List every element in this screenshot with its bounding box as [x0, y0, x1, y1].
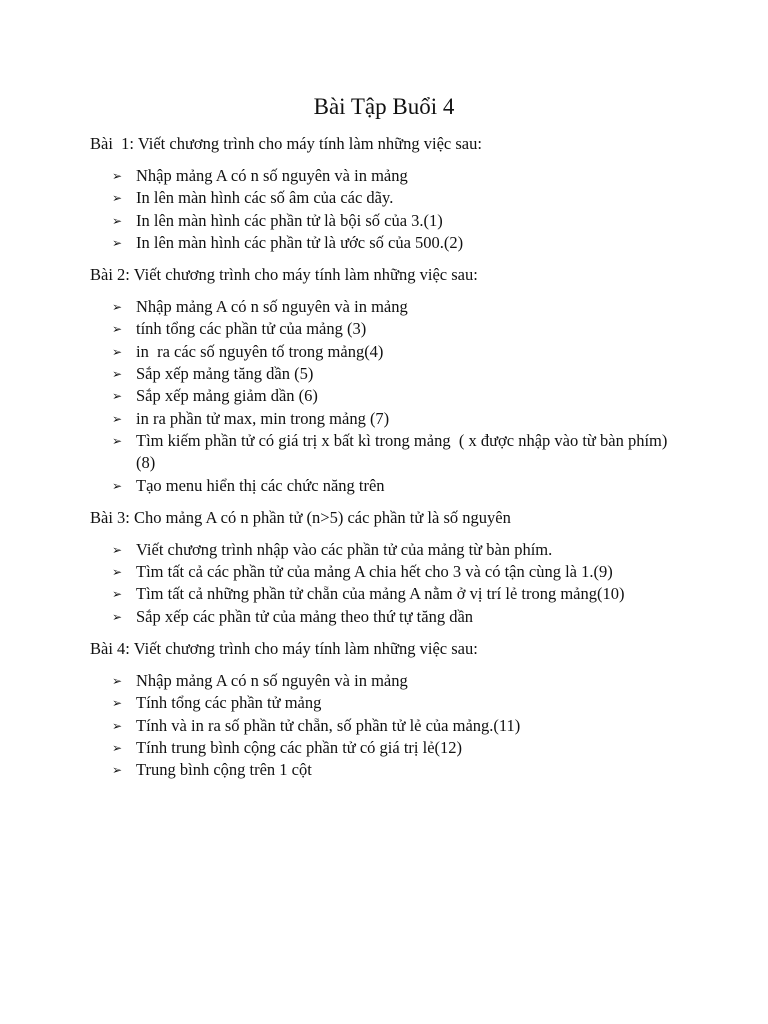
- task-list: [90, 165, 690, 254]
- list-item-text: Nhập mảng A có n số nguyên và in mảng: [136, 671, 408, 691]
- list-item-text: Tính tổng các phần tử mảng: [136, 693, 322, 713]
- document-body: [90, 133, 690, 792]
- list-item-text: in ra các số nguyên tố trong mảng(4): [136, 341, 384, 361]
- arrow-bullet-icon: ➢: [112, 587, 123, 602]
- list-item: [90, 296, 690, 318]
- arrow-bullet-icon: ➢: [112, 344, 123, 359]
- list-item: [90, 583, 690, 605]
- list-item-text: In lên màn hình các số âm của các dãy.: [136, 188, 394, 208]
- list-item: [90, 759, 690, 781]
- list-item: [90, 187, 690, 209]
- list-item-text: Tạo menu hiển thị các chức năng trên: [136, 475, 385, 495]
- list-item-text: in ra phần tử max, min trong mảng (7): [136, 408, 390, 428]
- arrow-bullet-icon: ➢: [112, 696, 123, 711]
- list-item: [90, 363, 690, 385]
- list-item: [90, 385, 690, 407]
- arrow-bullet-icon: ➢: [112, 411, 123, 426]
- arrow-bullet-icon: ➢: [112, 718, 123, 733]
- list-item: [90, 670, 690, 692]
- list-item-text: tính tổng các phần tử của mảng (3): [136, 319, 367, 339]
- section-heading: Bài 3: Cho mảng A có n phần tử (n>5) các phần tử là số nguyên: [90, 507, 511, 527]
- list-item: [90, 475, 690, 497]
- list-item-text: Tìm kiếm phần tử có giá trị x bất kì trong mảng ( x được nhập vào từ bàn phím) (8): [136, 430, 672, 473]
- section-bai-4: [90, 638, 690, 781]
- list-item: [90, 341, 690, 363]
- list-item-text: Tính trung bình cộng các phần tử có giá trị lẻ(12): [136, 737, 463, 757]
- list-item-text: In lên màn hình các phần tử là bội số của 3.(1): [136, 210, 443, 230]
- arrow-bullet-icon: ➢: [112, 740, 123, 755]
- arrow-bullet-icon: ➢: [112, 763, 123, 778]
- arrow-bullet-icon: ➢: [112, 169, 123, 183]
- arrow-bullet-icon: ➢: [112, 609, 123, 624]
- section-heading: Bài 2: Viết chương trình cho máy tính làm những việc sau:: [90, 265, 478, 285]
- list-item-text: Sắp xếp mảng giảm dần (6): [136, 386, 318, 406]
- section-bai-1: [90, 133, 690, 254]
- section-bai-2: [90, 264, 690, 497]
- list-item: [90, 210, 690, 232]
- arrow-bullet-icon: ➢: [112, 213, 123, 228]
- list-item: [90, 318, 690, 340]
- arrow-bullet-icon: ➢: [112, 542, 123, 557]
- list-item: [90, 737, 690, 759]
- list-item: [90, 561, 690, 583]
- task-list: [90, 296, 690, 497]
- list-item-text: Trung bình cộng trên 1 cột: [136, 760, 312, 780]
- arrow-bullet-icon: ➢: [112, 322, 123, 337]
- list-item: [90, 715, 690, 737]
- list-item: [90, 232, 690, 254]
- list-item-text: Sắp xếp các phần tử của mảng theo thứ tự tăng dần: [136, 606, 474, 626]
- arrow-bullet-icon: ➢: [112, 367, 123, 382]
- task-list: [90, 670, 690, 781]
- arrow-bullet-icon: ➢: [112, 478, 123, 493]
- arrow-bullet-icon: ➢: [112, 235, 123, 250]
- arrow-bullet-icon: ➢: [112, 300, 123, 315]
- list-item: [90, 606, 690, 628]
- list-item-text: Sắp xếp mảng tăng dần (5): [136, 364, 314, 384]
- arrow-bullet-icon: ➢: [112, 389, 123, 404]
- section-heading: Bài 1: Viết chương trình cho máy tính làm những việc sau:: [90, 134, 482, 153]
- section-bai-3: [90, 507, 690, 628]
- list-item-text: Nhập mảng A có n số nguyên và in mảng: [136, 297, 408, 317]
- list-item-text: Tính và in ra số phần tử chẵn, số phần tử lẻ của mảng.(11): [136, 715, 521, 735]
- list-item-text: Tìm tất cả các phần tử của mảng A chia hết cho 3 và có tận cùng là 1.(9): [136, 562, 613, 582]
- task-list: [90, 539, 690, 628]
- list-item: [90, 408, 690, 430]
- arrow-bullet-icon: ➢: [112, 565, 123, 580]
- list-item-text: Viết chương trình nhập vào các phần tử của mảng từ bàn phím.: [136, 539, 553, 559]
- section-heading: Bài 4: Viết chương trình cho máy tính làm những việc sau:: [90, 639, 478, 659]
- arrow-bullet-icon: ➢: [112, 674, 123, 689]
- page-title: Bài Tập Buổi 4: [313, 94, 455, 119]
- arrow-bullet-icon: ➢: [112, 191, 123, 206]
- list-item-text: Tìm tất cả những phần tử chẵn của mảng A nằm ở vị trí lẻ trong mảng(10): [136, 584, 625, 604]
- list-item: [90, 430, 690, 475]
- list-item-text: In lên màn hình các phần tử là ước số của 500.(2): [136, 232, 464, 252]
- list-item: [90, 539, 690, 561]
- arrow-bullet-icon: ➢: [112, 433, 123, 448]
- list-item-text: Nhập mảng A có n số nguyên và in mảng: [136, 166, 408, 185]
- list-item: [90, 692, 690, 714]
- list-item: [90, 165, 690, 187]
